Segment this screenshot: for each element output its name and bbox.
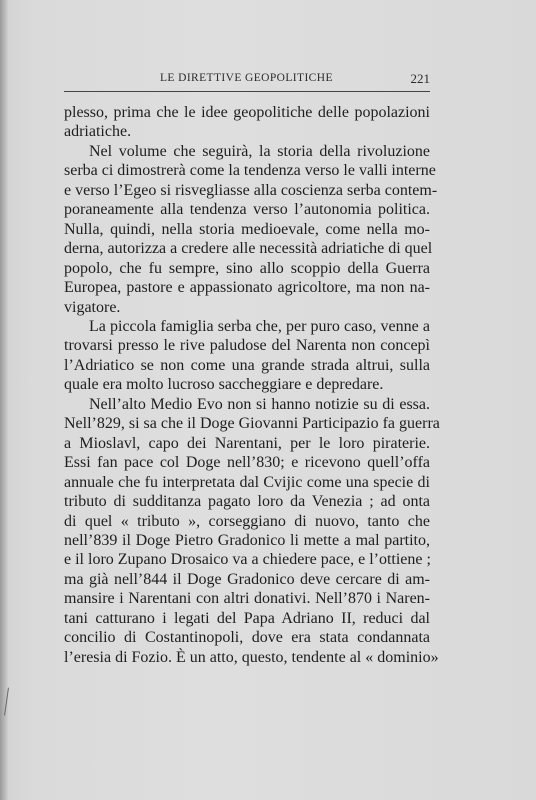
text-line: quale era molto lucroso saccheggiare e depredare. bbox=[64, 376, 384, 394]
page-gutter-shadow bbox=[0, 0, 8, 800]
running-header bbox=[64, 72, 430, 88]
text-line: Nulla, quindi, nella storia medioevale, come nella mo- bbox=[64, 220, 430, 238]
text-line: tani catturano i legati del Papa Adriano II, reduci dal bbox=[64, 609, 430, 627]
text-line: poraneamente alla tendenza verso l’autonomia politica. bbox=[64, 201, 430, 219]
text-line: vigatore. bbox=[64, 298, 121, 316]
text-line: e il loro Zupano Drosaico va a chiedere pace, e l’ottiene ; bbox=[64, 551, 431, 569]
running-title: LE DIRETTIVE GEOPOLITICHE bbox=[160, 72, 333, 84]
text-line: Europea, pastore e appassionato agricoltore, ma non na- bbox=[64, 279, 430, 297]
text-line: di quel « tributo », corseggiano di nuovo, tanto che bbox=[64, 512, 430, 530]
text-line: a Mioslavl, capo dei Narentani, per le loro piraterie. bbox=[64, 434, 430, 452]
text-line: trovarsi presso le rive paludose del Narenta non concepì bbox=[64, 337, 430, 355]
text-line: l’eresia di Fozio. È un atto, questo, tendente al « dominio» bbox=[64, 648, 439, 666]
text-line: serba ci dimostrerà come la tendenza verso le valli interne bbox=[64, 162, 436, 180]
text-line: annuale che fu interpretata dal Cvijic come una specie di bbox=[64, 473, 430, 491]
text-line: Nell’alto Medio Evo non si hanno notizie su di essa. bbox=[89, 395, 430, 413]
text-line: concilio di Costantinopoli, dove era stata condannata bbox=[64, 629, 430, 647]
text-line: plesso, prima che le idee geopolitiche delle popolazioni bbox=[64, 104, 430, 121]
text-line: Nel volume che seguirà, la storia della rivoluzione bbox=[89, 142, 430, 160]
text-line: mansire i Narentani con altri donativi. Nell’870 i Naren- bbox=[64, 590, 430, 608]
text-line: adriatiche. bbox=[64, 123, 132, 141]
text-line: ma già nell’844 il Doge Gradonico deve cercare di am- bbox=[64, 570, 430, 588]
text-line: tributo di sudditanza pagato loro da Venezia ; ad onta bbox=[64, 493, 430, 511]
body-text bbox=[64, 103, 440, 667]
text-line: nell’839 il Doge Pietro Gradonico li mette a mal partito, bbox=[64, 531, 430, 549]
text-line: La piccola famiglia serba che, per puro caso, venne a bbox=[89, 317, 430, 335]
page-number: 221 bbox=[410, 71, 430, 86]
header-rule bbox=[64, 91, 430, 92]
text-line: Nell’829, si sa che il Doge Giovanni Participazio fa guerra bbox=[64, 415, 440, 433]
text-line: popolo, che fu sempre, sino allo scoppio della Guerra bbox=[64, 259, 430, 277]
text-line: Essi fan pace col Doge nell’830; e ricevono quell’offa bbox=[64, 454, 430, 472]
text-line: derna, autorizza a credere alle necessità adriatiche di quel bbox=[64, 240, 433, 258]
text-line: l’Adriatico se non come una grande strada altrui, sulla bbox=[64, 356, 430, 374]
text-line: e verso l’Egeo si risvegliasse alla coscienza serba contem- bbox=[64, 181, 438, 199]
